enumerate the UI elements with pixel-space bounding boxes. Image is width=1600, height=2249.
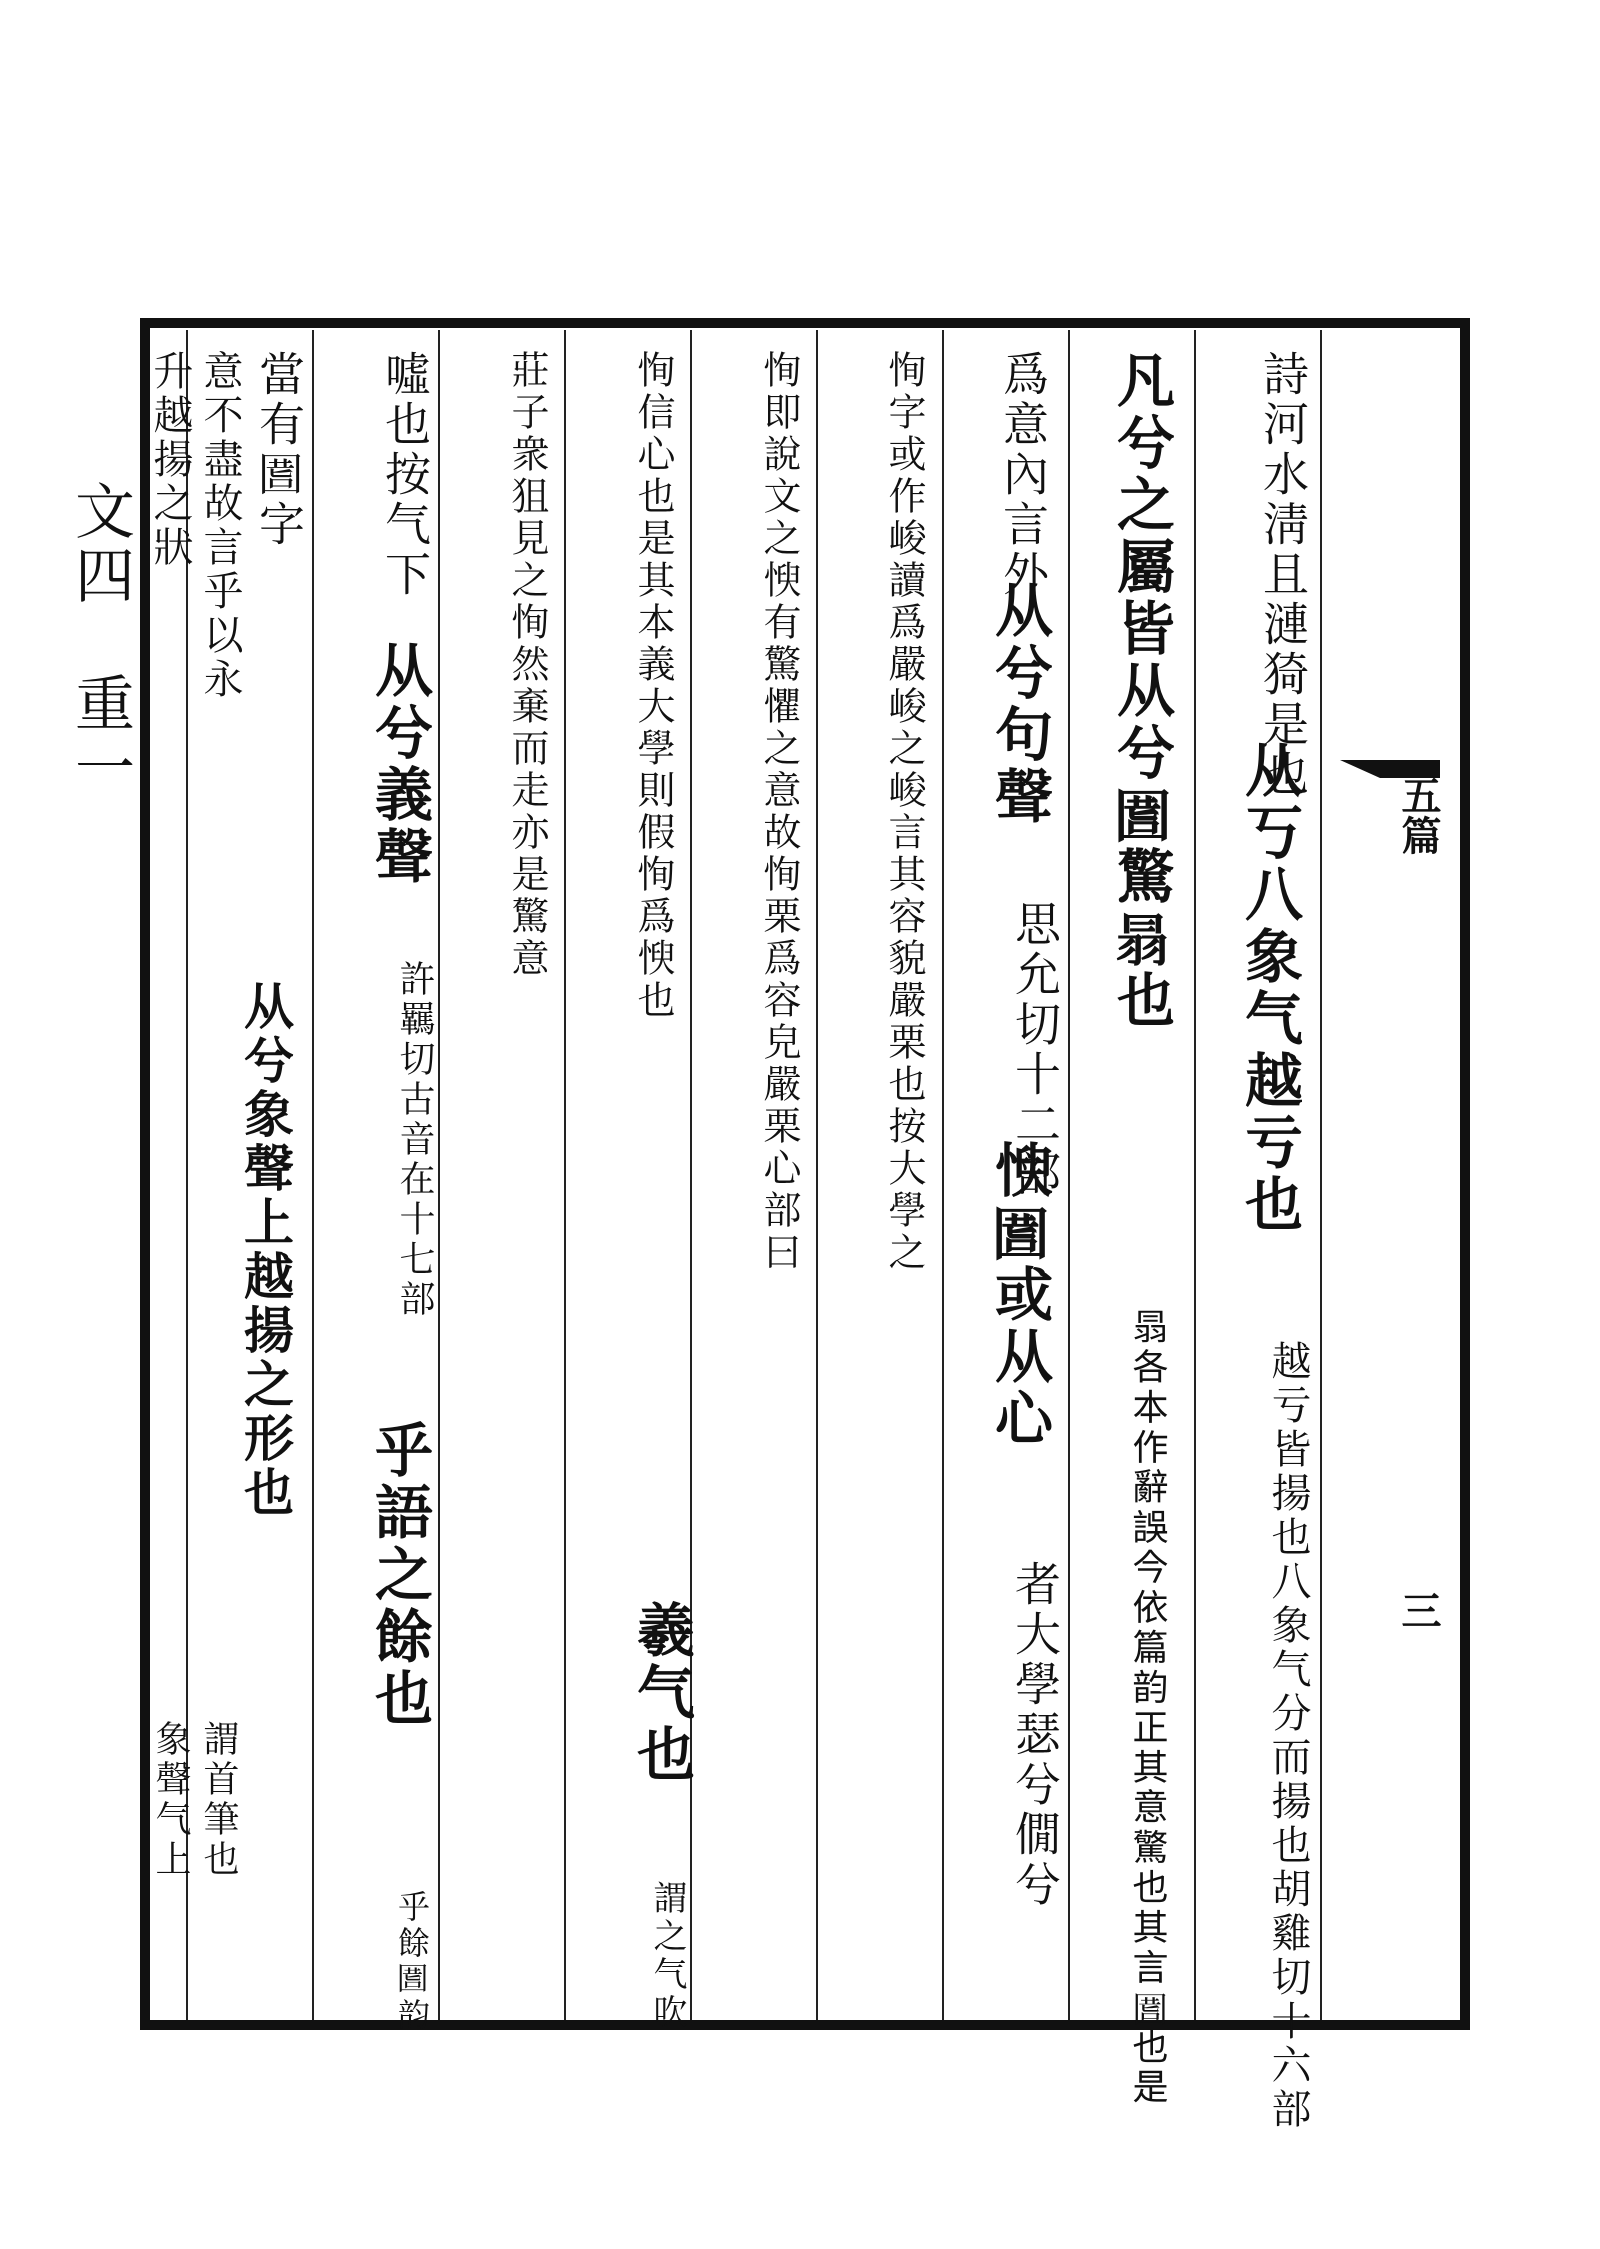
- text-column: 乎餘𡇾韵: [393, 1890, 431, 2034]
- column-rule: [438, 330, 440, 2020]
- text-column: 思允切十二部: [1008, 900, 1062, 1200]
- text-column: 爲意內言外: [996, 350, 1050, 600]
- text-column: 𦐇各本作辭誤今依篇韵正其意驚也其言𡇾也是: [1128, 1310, 1169, 2110]
- column-rule: [564, 330, 566, 2020]
- column-rule: [312, 330, 314, 2020]
- column-rule: [1194, 330, 1196, 2020]
- text-column: 詩河水淸且漣猗是也: [1256, 350, 1310, 800]
- text-column: 从丂八象气越亏也: [1235, 740, 1303, 1236]
- volume-label: 五篇: [1395, 775, 1442, 855]
- text-column: 越亏皆揚也八象气分而揚也胡雞切十六部: [1265, 1340, 1311, 2132]
- text-column: 恂信心也是其本義大學則假恂爲㥚也: [631, 350, 675, 1022]
- text-column: 恂字或作峻讀爲嚴峻之峻言其容貌嚴栗也按大學之: [882, 350, 926, 1274]
- text-column: 乎語之餘也: [365, 1420, 433, 1730]
- text-column: 許羈切古音在十七部: [394, 960, 435, 1320]
- text-column: 升越揚之狀: [147, 350, 193, 570]
- text-column: 从兮義聲: [365, 640, 433, 888]
- text-column: 當有𡇾字: [252, 350, 306, 550]
- text-column: 謂首筆也: [198, 1720, 239, 1880]
- section-summary: 文四 重一: [65, 480, 135, 800]
- text-column: 莊子衆狙見之恂然棄而走亦是驚意: [505, 350, 549, 980]
- page-number: 三: [1395, 1590, 1442, 1630]
- text-column: 意不盡故言乎以永: [197, 350, 243, 702]
- column-rule: [942, 330, 944, 2020]
- column-rule: [1320, 330, 1322, 2020]
- text-column: 从兮句聲: [985, 580, 1053, 828]
- text-column: 噓也按气下: [378, 350, 432, 600]
- column-rule: [1068, 330, 1070, 2020]
- text-column: 謂之气吹: [647, 1880, 687, 2032]
- text-column: 象聲气上: [150, 1720, 191, 1880]
- text-column: 者大學瑟兮僩兮: [1008, 1560, 1062, 1910]
- text-column: 从兮象聲上越揚之形也: [236, 980, 295, 1520]
- text-column: 㥚𡇾或从心: [985, 1140, 1053, 1450]
- text-column: 凡兮之屬皆从兮𡇾驚𦐇也: [1107, 350, 1175, 1032]
- text-column: 恂即說文之㥚有驚懼之意故恂栗爲容皃嚴栗心部曰: [757, 350, 801, 1274]
- text-column: 羲气也: [627, 1600, 695, 1786]
- column-rule: [816, 330, 818, 2020]
